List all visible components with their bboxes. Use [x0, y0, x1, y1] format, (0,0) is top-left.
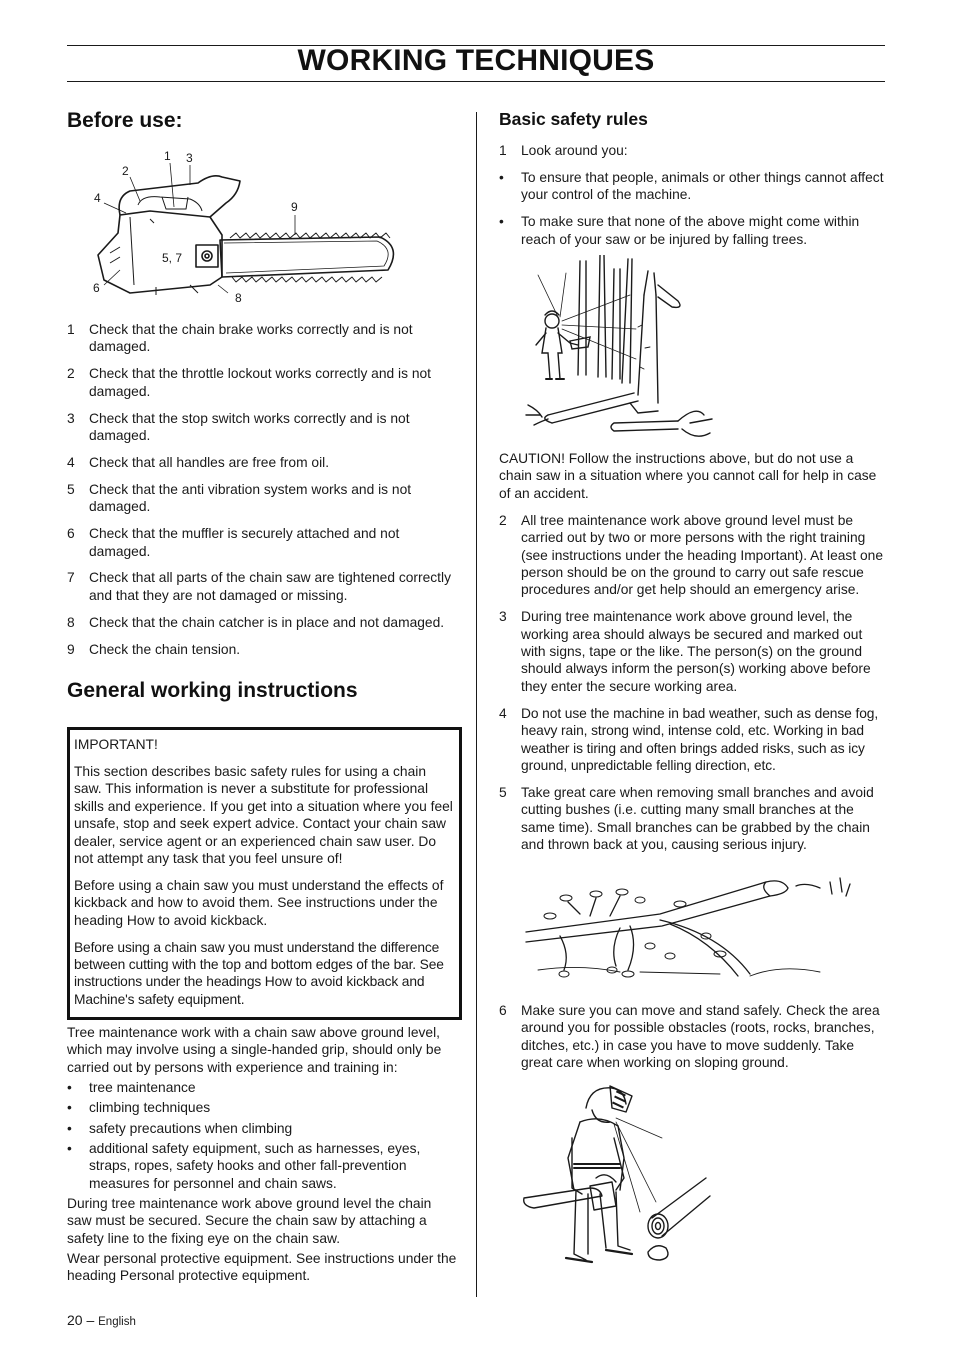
- caution-paragraph: CAUTION! Follow the instructions above, but do not use a chain saw in a situation where you cannot call for help in case of an accident.: [499, 451, 877, 501]
- list-item: • To ensure that people, animals or other things cannot affect your control of the machine.: [499, 169, 884, 203]
- saw-label-3: 3: [186, 151, 193, 165]
- rule-item: 2 All tree maintenance work above ground level must be carried out by two or more persons with the right training (see instructions under the heading Important). At least one person should be on the ground to carry out safe rescue procedures and/or get help should an emergency arise.: [499, 512, 883, 598]
- page-title: WORKING TECHNIQUES: [297, 44, 655, 77]
- chainsaw-illustration: [90, 145, 410, 310]
- list-item: • To make sure that none of the above might come within reach of your saw or be injured by falling trees.: [499, 214, 860, 247]
- check-item: 2 Check that the throttle lockout works correctly and is not damaged.: [67, 366, 432, 399]
- rule-1-section: [499, 142, 889, 258]
- important-box: [67, 727, 462, 1020]
- check-item: 3 Check that the stop switch works correctly and is not damaged.: [67, 410, 410, 444]
- page-number: 20 –: [67, 1312, 95, 1328]
- rule-item: 5 Take great care when removing small branches and avoid cutting bushes (i.e. cutting many small branches at the same time). Small branches can be grabbed by the chain and thrown back at you, causing serious injury.: [499, 784, 874, 853]
- forest-illustration: [518, 255, 728, 440]
- general-instructions-heading: General working instructions: [67, 679, 358, 702]
- column-divider: [476, 112, 477, 1297]
- saw-label-2: 2: [122, 164, 129, 178]
- page-footer: [67, 1312, 136, 1328]
- saw-label-8: 8: [235, 291, 242, 305]
- saw-label-6: 6: [93, 281, 100, 295]
- secure-saw-paragraph: During tree maintenance work above ground level the chain saw must be secured. Secure the chain saw by attaching a safety line to the fixing eye on the chain saw.: [67, 1195, 432, 1246]
- check-item: 8 Check that the chain catcher is in place and not damaged.: [67, 614, 445, 630]
- tree-maintenance-section: [67, 1024, 457, 1294]
- check-item: 6 Check that the muffler is securely attached and not damaged.: [67, 526, 400, 559]
- check-item: 7 Check that all parts of the chain saw are tightened correctly and that they are not damaged or missing.: [67, 570, 451, 603]
- saw-label-9: 9: [291, 200, 298, 214]
- before-use-heading: Before use:: [67, 109, 183, 132]
- footer-language: English: [98, 1316, 136, 1328]
- list-item: • climbing techniques: [67, 1100, 211, 1116]
- rule-item: 1 Look around you:: [499, 143, 628, 158]
- saw-label-4: 4: [94, 191, 101, 205]
- check-item: 5 Check that the anti vibration system works and is not damaged.: [67, 481, 412, 515]
- important-paragraph: This section describes basic safety rules for using a chain saw. This information is never a substitute for professional skills and experience. If you get into a situation where you feel unsafe, stop and seek expert advice. Contact your chain saw dealer, service agent or an experienced chain saw user. Do not attempt any task that you feel unsure of!: [74, 763, 453, 866]
- rules-2-5-section: [499, 450, 889, 863]
- header-bottom-rule: [67, 81, 885, 82]
- important-paragraph: Before using a chain saw you must understand the effects of kickback and how to avoid them. See instructions under the heading How to avoid kickback.: [74, 877, 444, 928]
- list-item: • tree maintenance: [67, 1080, 196, 1096]
- tree-intro-paragraph: Tree maintenance work with a chain saw above ground level, which may involve using a single-handed grip, should only be carried out by persons with experience and training in:: [67, 1025, 442, 1075]
- rule-item: 3 During tree maintenance work above ground level, the working area should always be secured and marked out with signs, tape or the like. The person(s) on the ground should always inform the person(s) working above before they enter the secure working area.: [499, 609, 871, 694]
- rule-6-section: [499, 1002, 889, 1081]
- branch-bushes-drawing: [520, 874, 865, 989]
- ppe-paragraph: Wear personal protective equipment. See instructions under the heading Personal protective equipment.: [67, 1251, 457, 1284]
- rule-item: 4 Do not use the machine in bad weather, such as dense fog, heavy rain, strong wind, intense cold, etc. Working in bad weather is tiring and often brings added risks, such as icy ground, unpredictable felling direction, etc.: [499, 705, 879, 773]
- important-paragraph: Before using a chain saw you must understand the difference between cutting with the top and bottom edges of the bar. See instructions under the headings How to avoid kickback and Machine's safety equipment.: [74, 939, 444, 1007]
- before-use-checklist: [67, 321, 459, 668]
- important-heading: IMPORTANT!: [74, 737, 158, 752]
- worker-with-saw-drawing: [520, 1078, 715, 1268]
- basic-safety-heading: Basic safety rules: [499, 109, 648, 129]
- rule-item: 6 Make sure you can move and stand safely. Check the area around you for possible obstacles (roots, rocks, branches, ditches, etc.) in case you have to move suddenly. Take great care when working on sloping ground.: [499, 1003, 880, 1071]
- saw-label-5-7: 5, 7: [162, 251, 183, 265]
- chainsaw-diagram: [90, 145, 410, 310]
- saw-label-1: 1: [164, 149, 171, 163]
- check-item: 1 Check that the chain brake works correctly and is not damaged.: [67, 322, 413, 355]
- check-item: 4 Check that all handles are free from oil.: [67, 454, 330, 470]
- check-item: 9 Check the chain tension.: [67, 641, 241, 657]
- list-item: • safety precautions when climbing: [67, 1120, 293, 1136]
- worker-illustration: [520, 1078, 715, 1268]
- branches-illustration: [520, 874, 865, 989]
- falling-trees-drawing: [518, 255, 728, 440]
- list-item: • additional safety equipment, such as harnesses, eyes, straps, ropes, safety hooks and other fall-prevention measures for personnel and chain saws.: [67, 1140, 421, 1191]
